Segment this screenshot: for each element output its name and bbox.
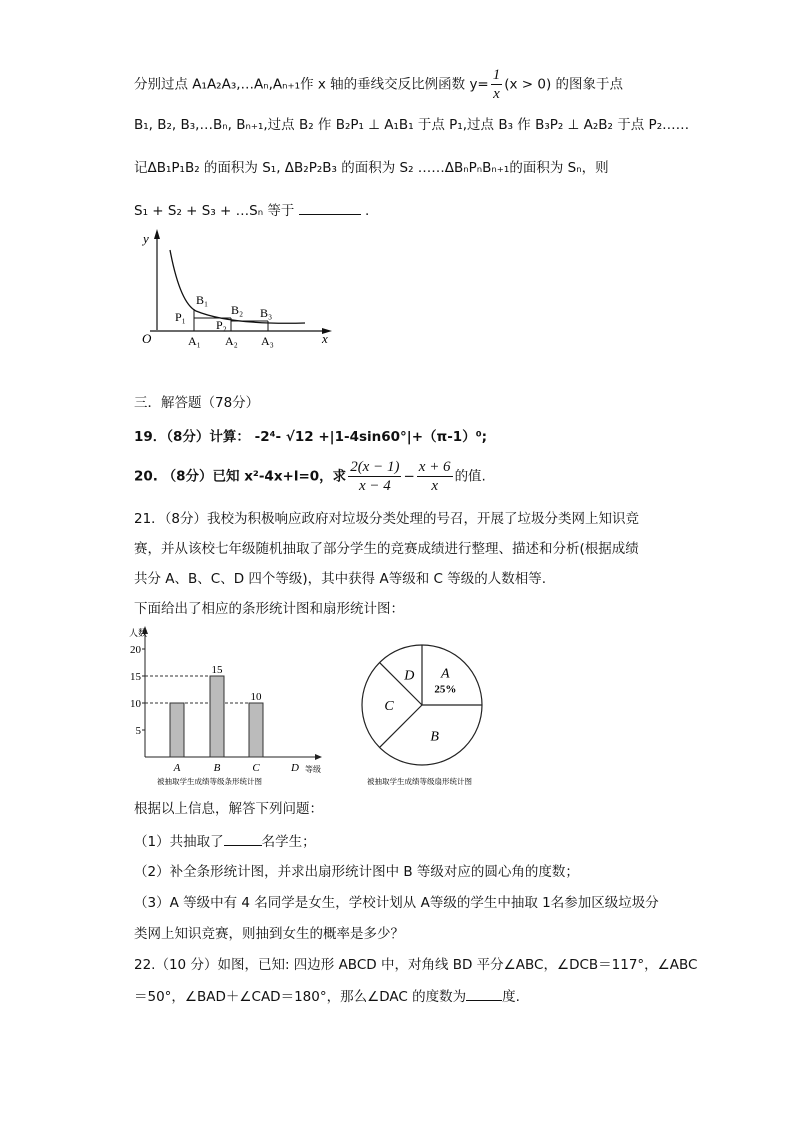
- y-tick-label: 10: [130, 698, 141, 710]
- y-tick-label: 15: [130, 671, 141, 683]
- data-label: 15: [211, 664, 223, 676]
- fraction-2: [417, 458, 453, 495]
- pie-chart: [345, 622, 505, 787]
- chart-title: 被抽取学生成绩等级扇形统计图: [367, 777, 472, 786]
- q22-line2: [134, 985, 520, 1005]
- denominator: x: [431, 478, 438, 494]
- bar-C: [249, 703, 263, 757]
- q18-line3: 记ΔB₁P₁B₂ 的面积为 S₁, ΔB₂P₂B₃ 的面积为 S₂ ……ΔBₙPₙBₙ₊₁的面积为 Sₙ，则: [134, 160, 609, 176]
- slice-label-B: B: [430, 729, 439, 745]
- q21-line4: 下面给出了相应的条形统计图和扇形统计图：: [134, 601, 404, 617]
- bar-A: [170, 703, 184, 757]
- hyperbola-figure: [130, 225, 340, 355]
- q18-line1: [134, 66, 623, 103]
- label-b2: B₂: [231, 303, 244, 317]
- label-a2: A₂: [225, 334, 238, 348]
- x-tick-label: A: [173, 762, 181, 774]
- q21-part3a: （3）A 等级中有 4 名同学是女生，学校计划从 A等级的学生中抽取 1名参加区级垃圾分: [134, 895, 659, 911]
- y-axis-label: 人数: [129, 628, 148, 638]
- q21-line1: 21．（8分）我校为积极响应政府对垃圾分类处理的号召，开展了垃圾分类网上知识竞: [134, 511, 640, 527]
- q21-part3b: 类网上知识竞赛，则抽到女生的概率是多少？: [134, 926, 404, 942]
- bar-chart: [115, 622, 345, 787]
- slice-label-A: A: [441, 666, 450, 682]
- numerator: 1: [492, 67, 501, 83]
- x-axis-label: 等级: [305, 765, 321, 774]
- text: ＝50°，∠BAD＋∠CAD＝180°，那么∠DAC 的度数为: [134, 989, 467, 1005]
- q21-line3: 共分 A、B、C、D 四个等级)，其中获得 A等级和 C 等级的人数相等.: [134, 571, 546, 587]
- text: S₁ + S₂ + S₃ + …Sₙ 等于: [134, 203, 295, 219]
- slice-label-C: C: [384, 699, 394, 714]
- answer-blank: [299, 202, 361, 215]
- minus: −: [403, 468, 415, 485]
- label-x: x: [322, 331, 328, 346]
- label-p1: P₁: [175, 310, 186, 324]
- label-y: y: [143, 231, 149, 246]
- q18-line4: [134, 199, 369, 219]
- text: 20. （8分）已知 x²-4x+l=0，求: [134, 468, 347, 485]
- slice-annotation-A: 25%: [434, 683, 457, 696]
- denominator: x: [493, 86, 500, 102]
- q19: 19．（8分）计算： -2⁴- √12 +|1-4sin60°|+（π-1）⁰;: [134, 429, 488, 445]
- label-b1: B₁: [196, 293, 209, 307]
- numerator: 2(x − 1): [350, 459, 400, 475]
- y-tick-label: 5: [135, 725, 141, 737]
- text: 度.: [502, 989, 520, 1005]
- chart-title: 被抽取学生成绩等级条形统计图: [157, 777, 262, 786]
- label-b3: B₃: [260, 306, 273, 320]
- y-tick-label: 20: [130, 644, 141, 656]
- label-a1: A₁: [188, 334, 201, 348]
- fraction-1: [348, 458, 401, 495]
- text: (x > 0) 的图象于点: [504, 76, 624, 93]
- label-a3: A₃: [261, 334, 274, 348]
- q21-part2: （2）补全条形统计图，并求出扇形统计图中 B 等级对应的圆心角的度数；: [134, 864, 579, 880]
- fraction: [491, 66, 503, 103]
- text: .: [364, 203, 370, 219]
- q21-line2: 赛，并从该校七年级随机抽取了部分学生的竞赛成绩进行整理、描述和分析(根据成绩: [134, 541, 639, 557]
- text: 名学生；: [261, 834, 316, 850]
- label-p2: P₂: [216, 318, 227, 332]
- label-o: O: [142, 331, 152, 346]
- x-tick-label: C: [252, 762, 260, 774]
- denominator: x − 4: [358, 478, 391, 494]
- text: 分别过点 A₁A₂A₃,…Aₙ,Aₙ₊₁作 x 轴的垂线交反比例函数 y=: [134, 76, 489, 93]
- answer-blank: [466, 988, 502, 1001]
- numerator: x + 6: [418, 459, 451, 475]
- section-heading: 三．解答题（78分）: [134, 395, 260, 411]
- slice-label-D: D: [404, 668, 415, 684]
- bar-B: [210, 676, 224, 757]
- answer-blank: [224, 833, 262, 846]
- q21-after: 根据以上信息，解答下列问题：: [134, 801, 323, 817]
- q20: [134, 458, 486, 495]
- text: 的值.: [454, 468, 486, 485]
- text: （1）共抽取了: [134, 834, 224, 850]
- q18-line2: B₁, B₂, B₃,…Bₙ, Bₙ₊₁,过点 B₂ 作 B₂P₁ ⊥ A₁B₁ 于点 P₁,过点 B₃ 作 B₃P₂ ⊥ A₂B₂ 于点 P₂……: [134, 117, 690, 133]
- x-tick-label: B: [213, 762, 221, 774]
- q22-line1: 22.（10 分）如图，已知: 四边形 ABCD 中，对角线 BD 平分∠ABC，∠DCB＝117°，∠ABC: [134, 957, 698, 973]
- q21-part1: [134, 830, 316, 850]
- data-label: 10: [250, 691, 262, 703]
- x-tick-label: D: [291, 762, 299, 774]
- x-axis-arrow: [315, 754, 322, 760]
